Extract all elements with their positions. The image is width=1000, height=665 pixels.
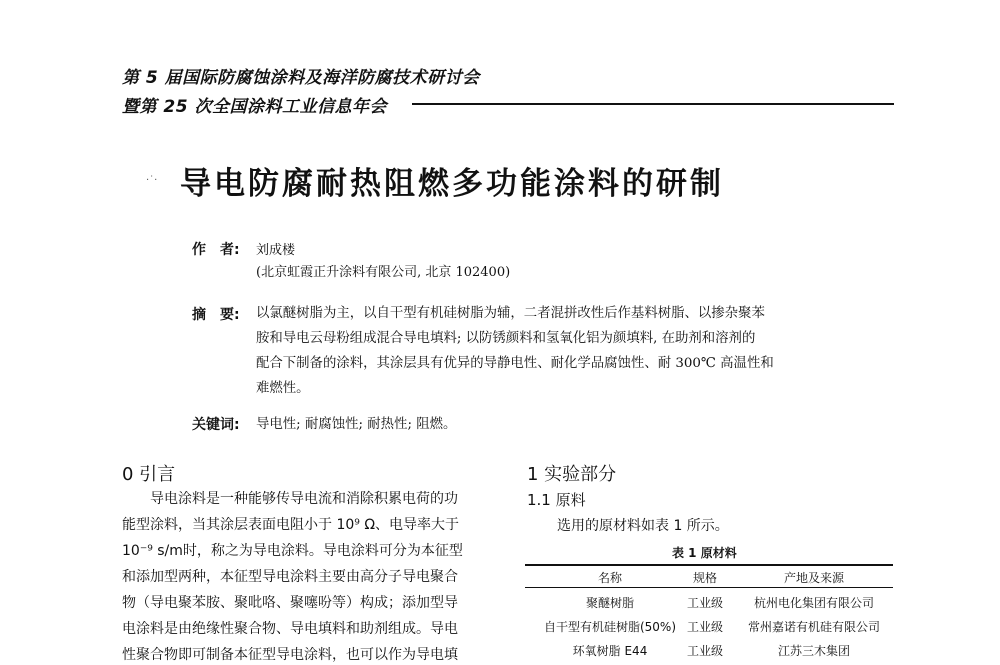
section-0-heading: 0 引言 [122, 464, 176, 485]
abstract-line: 胺和导电云母粉组成混合导电填料; 以防锈颜料和氢氧化铝为颜填料, 在助剂和溶剂的 [256, 331, 756, 346]
intro-line: 电涂料是由绝缘性聚合物、导电填料和助剂组成。导电 [122, 621, 458, 637]
author-name: 刘成楼 [256, 243, 296, 258]
intro-line: 物（导电聚苯胺、聚吡咯、聚噻吩等）构成；添加型导 [122, 595, 458, 611]
conference-line-2: 暨第 25 次全国涂料工业信息年会 [122, 97, 387, 117]
table-row [525, 618, 893, 640]
header-rule [412, 103, 894, 105]
abstract-text [256, 301, 830, 401]
scan-specks: ·˙· [146, 175, 158, 186]
intro-line: 10⁻⁹ s/m时，称之为导电涂料。导电涂料可分为本征型 [122, 543, 463, 559]
table-header-cell: 产地及来源 [783, 571, 844, 585]
table-cell: 环氧树脂 E44 [572, 644, 648, 658]
paper-title: 导电防腐耐热阻燃多功能涂料的研制 [180, 166, 724, 202]
table-header-cell: 规格 [692, 571, 717, 585]
section-1-heading: 1 实验部分 [527, 464, 617, 485]
intro-paragraph [122, 486, 498, 665]
keywords-label: 关键词: [192, 417, 240, 433]
table-cell: 工业级 [686, 644, 723, 658]
author-affiliation: (北京虹霞正升涂料有限公司, 北京 102400) [256, 265, 511, 280]
table-cell: 聚醚树脂 [585, 596, 634, 610]
intro-line: 导电涂料是一种能够传导电流和消除积累电荷的功 [122, 491, 458, 507]
table-cell: 江苏三木集团 [777, 644, 850, 658]
table-header-rule [525, 587, 893, 588]
table-cell: 工业级 [686, 596, 723, 610]
intro-line: 和添加型两种，本征型导电涂料主要由高分子导电聚合 [122, 569, 458, 585]
author-label: 作 者: [192, 242, 240, 258]
table-cell: 自干型有机硅树脂(50%) [543, 620, 677, 634]
table-top-rule [525, 564, 893, 566]
abstract-line: 配合下制备的涂料，其涂层具有优异的导静电性、耐化学品腐蚀性、耐 300℃ 高温性和 [256, 356, 774, 371]
table-cell: 杭州电化集团有限公司 [753, 596, 874, 610]
table-cell: 工业级 [686, 620, 723, 634]
intro-line: 能型涂料，当其涂层表面电阻小于 10⁹ Ω、电导率大于 [122, 517, 460, 533]
table-header-cell: 名称 [597, 571, 622, 585]
conference-line-1: 第 5 届国际防腐蚀涂料及海洋防腐技术研讨会 [122, 68, 480, 88]
table-cell: 常州嘉诺有机硅有限公司 [747, 620, 880, 634]
table-caption: 表 1 原材料 [672, 546, 737, 560]
abstract-line: 以氯醚树脂为主，以自干型有机硅树脂为辅，二者混拼改性后作基料树脂、以掺杂聚苯 [256, 306, 765, 321]
keywords-text: 导电性; 耐腐蚀性; 耐热性; 阻燃。 [256, 417, 457, 432]
section-1-1-heading: 1.1 原料 [527, 491, 586, 509]
abstract-label: 摘 要: [192, 307, 240, 323]
section-1-1-text: 选用的原材料如表 1 所示。 [557, 518, 729, 534]
table-row [525, 594, 893, 616]
intro-line: 性聚合物即可制备本征型导电涂料，也可以作为导电填 [122, 647, 458, 663]
abstract-line: 难燃性。 [256, 381, 310, 396]
table-row [525, 642, 893, 664]
